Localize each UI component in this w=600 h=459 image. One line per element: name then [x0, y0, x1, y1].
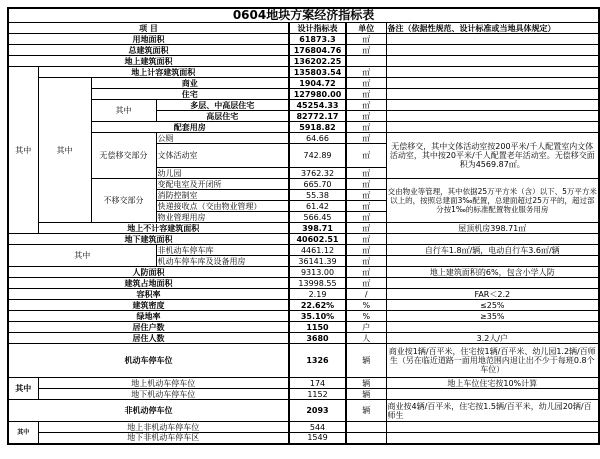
row-value: 4461.12 — [289, 245, 346, 256]
row-value: 9313.00 — [289, 267, 346, 278]
row-label: 配套用房 — [91, 122, 289, 133]
row-value: 35.10% — [289, 311, 346, 322]
table-row — [8, 278, 599, 289]
row-unit: ㎡ — [346, 256, 386, 267]
row-note — [386, 56, 599, 67]
table-row — [8, 267, 599, 278]
table-row — [8, 89, 599, 100]
row-value: 13998.55 — [289, 278, 346, 289]
row-label: 容积率 — [8, 289, 289, 300]
row-note: ≥35% — [386, 311, 599, 322]
table-row — [8, 400, 599, 422]
row-value: 1904.72 — [289, 78, 346, 89]
row-label: 地上非机动车停车位 — [38, 422, 289, 433]
row-value: 40602.51 — [289, 234, 346, 245]
table-row — [8, 300, 599, 311]
header-unit: 单位 — [346, 23, 386, 34]
row-note — [386, 45, 599, 56]
row-unit: ㎡ — [346, 201, 386, 212]
row-value: 136202.25 — [289, 56, 346, 67]
group-label: 其中 — [8, 67, 38, 234]
economic-indicators-table — [7, 7, 600, 445]
table-row — [8, 234, 599, 245]
row-label: 地下建筑面积 — [8, 234, 289, 245]
row-value: 64.66 — [289, 133, 346, 144]
row-note — [386, 122, 599, 133]
row-note: FAR＜2.2 — [386, 289, 599, 300]
table-row — [8, 378, 599, 389]
row-unit: ㎡ — [346, 133, 386, 144]
row-label: 地上机动车停车位 — [38, 378, 289, 389]
row-note: 3.2人/户 — [386, 333, 599, 344]
row-label: 地下非机动车停车区 — [38, 433, 289, 444]
row-unit — [346, 422, 386, 433]
row-unit: ㎡ — [346, 179, 386, 190]
row-label: 居住户数 — [8, 322, 289, 333]
row-label: 总建筑面积 — [8, 45, 289, 56]
row-label: 多层、中高层住宅 — [156, 100, 289, 111]
row-value: 5918.82 — [289, 122, 346, 133]
row-value: 1549 — [289, 433, 346, 444]
row-note: 屋顶机房398.71㎡ — [386, 223, 599, 234]
row-unit: 户 — [346, 322, 386, 333]
table-row — [8, 389, 599, 400]
row-label: 公厕 — [156, 133, 289, 144]
row-label: 机动车停车库及设备用房 — [156, 256, 289, 267]
row-label: 地上计容建筑面积 — [38, 67, 289, 78]
group-label: 其中 — [91, 100, 156, 122]
table-row — [8, 289, 599, 300]
row-value: 398.71 — [289, 223, 346, 234]
row-label: 住宅 — [91, 89, 289, 100]
row-value: 544 — [289, 422, 346, 433]
row-value: 2093 — [289, 400, 346, 422]
header-row — [8, 23, 599, 34]
row-unit: ㎡ — [346, 67, 386, 78]
row-unit — [346, 56, 386, 67]
row-note: 地上车位住宅按10%计算 — [386, 378, 599, 389]
row-unit: 辆 — [346, 389, 386, 400]
row-label: 地下机动车停车位 — [38, 389, 289, 400]
row-unit: ㎡ — [346, 45, 386, 56]
table-row — [8, 433, 599, 444]
row-note: ≤25% — [386, 300, 599, 311]
row-value: 61.42 — [289, 201, 346, 212]
row-unit: ㎡ — [346, 89, 386, 100]
row-value: 127980.00 — [289, 89, 346, 100]
row-unit: 辆 — [346, 344, 386, 378]
row-value: 665.70 — [289, 179, 346, 190]
table-row — [8, 133, 599, 144]
row-unit: % — [346, 311, 386, 322]
row-value: 55.38 — [289, 190, 346, 201]
table-row — [8, 78, 599, 89]
row-unit: ㎡ — [346, 234, 386, 245]
row-note — [386, 111, 599, 122]
row-unit: ㎡ — [346, 267, 386, 278]
row-label: 用地面积 — [8, 34, 289, 45]
row-value: 742.89 — [289, 144, 346, 168]
group-label: 不移交部分 — [91, 179, 156, 223]
row-unit: 人 — [346, 333, 386, 344]
row-unit: 辆 — [346, 400, 386, 422]
table-row — [8, 56, 599, 67]
row-value: 1150 — [289, 322, 346, 333]
row-label: 人防面积 — [8, 267, 289, 278]
row-note: 交由物业等管理，其中依据25万平方米（含）以下、5万平方米以上的，按照总建面3‰配置，总建面超过25万平的，超过部分按1‰的标准配置物业服务用房 — [386, 179, 599, 223]
table-title: 0604地块方案经济指标表 — [8, 8, 599, 23]
row-unit: ㎡ — [346, 168, 386, 179]
row-value: 61873.3 — [289, 34, 346, 45]
row-unit: / — [346, 289, 386, 300]
row-unit: ㎡ — [346, 122, 386, 133]
row-label: 非机动车停车库 — [156, 245, 289, 256]
row-value: 174 — [289, 378, 346, 389]
row-value: 1326 — [289, 344, 346, 378]
row-note — [386, 89, 599, 100]
row-unit: ㎡ — [346, 100, 386, 111]
table-row — [8, 179, 599, 190]
row-label: 消防控制室 — [156, 190, 289, 201]
row-label: 绿地率 — [8, 311, 289, 322]
table-row — [8, 223, 599, 234]
row-note: 商业按4辆/百平米，住宅按1.5辆/百平米，幼儿园20辆/百师生 — [386, 400, 599, 422]
table-row — [8, 34, 599, 45]
row-value: 566.45 — [289, 212, 346, 223]
row-label: 文体活动室 — [156, 144, 289, 168]
row-label: 快递接收点（交由物业管理） — [156, 201, 289, 212]
row-note: 无偿移交，其中文体活动室按200平米/千人配置室内文体活动室，其中按20平米/千人配置老年活动室。无偿移交面积为4569.87㎡。 — [386, 133, 599, 179]
header-note: 备注（依据性规范、设计标准或当地具体规定） — [386, 23, 599, 34]
row-value: 1152 — [289, 389, 346, 400]
table-row — [8, 333, 599, 344]
table-row — [8, 322, 599, 333]
row-unit: ㎡ — [346, 212, 386, 223]
row-label: 地上建筑面积 — [8, 56, 289, 67]
row-unit: ㎡ — [346, 144, 386, 168]
row-label: 物业管理用房 — [156, 212, 289, 223]
group-label: 其中 — [38, 78, 91, 223]
row-label: 居住人数 — [8, 333, 289, 344]
group-label: 其中 — [8, 245, 156, 267]
row-unit: ㎡ — [346, 34, 386, 45]
row-unit — [346, 433, 386, 444]
row-note — [386, 234, 599, 245]
table-row — [8, 245, 599, 256]
table-row — [8, 67, 599, 78]
row-value: 3680 — [289, 333, 346, 344]
row-note — [386, 389, 599, 400]
row-unit: ㎡ — [346, 278, 386, 289]
row-unit: ㎡ — [346, 223, 386, 234]
row-label: 商业 — [91, 78, 289, 89]
row-label: 建筑密度 — [8, 300, 289, 311]
header-item: 项 目 — [8, 23, 289, 34]
row-label: 变配电室及开闭所 — [156, 179, 289, 190]
row-value: 22.62% — [289, 300, 346, 311]
row-note: 商业按1辆/百平米，住宅按1辆/百平米、幼儿园1.2辆/百师生（另在临近道路一面用地范围内退让出不少于每班0.8个车位） — [386, 344, 599, 378]
row-note: 自行车1.8㎡/辆，电动自行车3.6㎡/辆 — [386, 245, 599, 256]
row-value: 135803.54 — [289, 67, 346, 78]
row-label: 机动车停车位 — [8, 344, 289, 378]
row-unit: ㎡ — [346, 78, 386, 89]
group-label: 其中 — [8, 378, 38, 400]
row-note — [386, 34, 599, 45]
row-label: 幼儿园 — [156, 168, 289, 179]
row-unit: 辆 — [346, 378, 386, 389]
row-value: 36141.39 — [289, 256, 346, 267]
row-note — [386, 256, 599, 267]
row-value: 45254.33 — [289, 100, 346, 111]
row-label: 高层住宅 — [156, 111, 289, 122]
row-unit: % — [346, 300, 386, 311]
row-note — [386, 433, 599, 444]
row-note — [386, 322, 599, 333]
row-label: 建筑占地面积 — [8, 278, 289, 289]
row-note: 地上建筑面积的6%，包含小学人防 — [386, 267, 599, 278]
row-note — [386, 100, 599, 111]
row-unit: ㎡ — [346, 111, 386, 122]
row-note — [386, 422, 599, 433]
table-row — [8, 122, 599, 133]
table-row — [8, 45, 599, 56]
row-value: 176804.76 — [289, 45, 346, 56]
table-row — [8, 344, 599, 378]
row-note — [386, 278, 599, 289]
row-label: 非机动停车位 — [8, 400, 289, 422]
row-note — [386, 67, 599, 78]
row-label: 地上不计容建筑面积 — [38, 223, 289, 234]
group-label: 其中 — [8, 422, 38, 444]
group-label: 无偿移交部分 — [91, 133, 156, 179]
header-value: 设计指标表 — [289, 23, 346, 34]
row-unit: ㎡ — [346, 245, 386, 256]
table-row — [8, 100, 599, 111]
table-row — [8, 311, 599, 322]
row-unit: ㎡ — [346, 190, 386, 201]
row-value: 82772.17 — [289, 111, 346, 122]
row-note — [386, 78, 599, 89]
row-value: 2.19 — [289, 289, 346, 300]
row-value: 3762.32 — [289, 168, 346, 179]
table-row — [8, 422, 599, 433]
